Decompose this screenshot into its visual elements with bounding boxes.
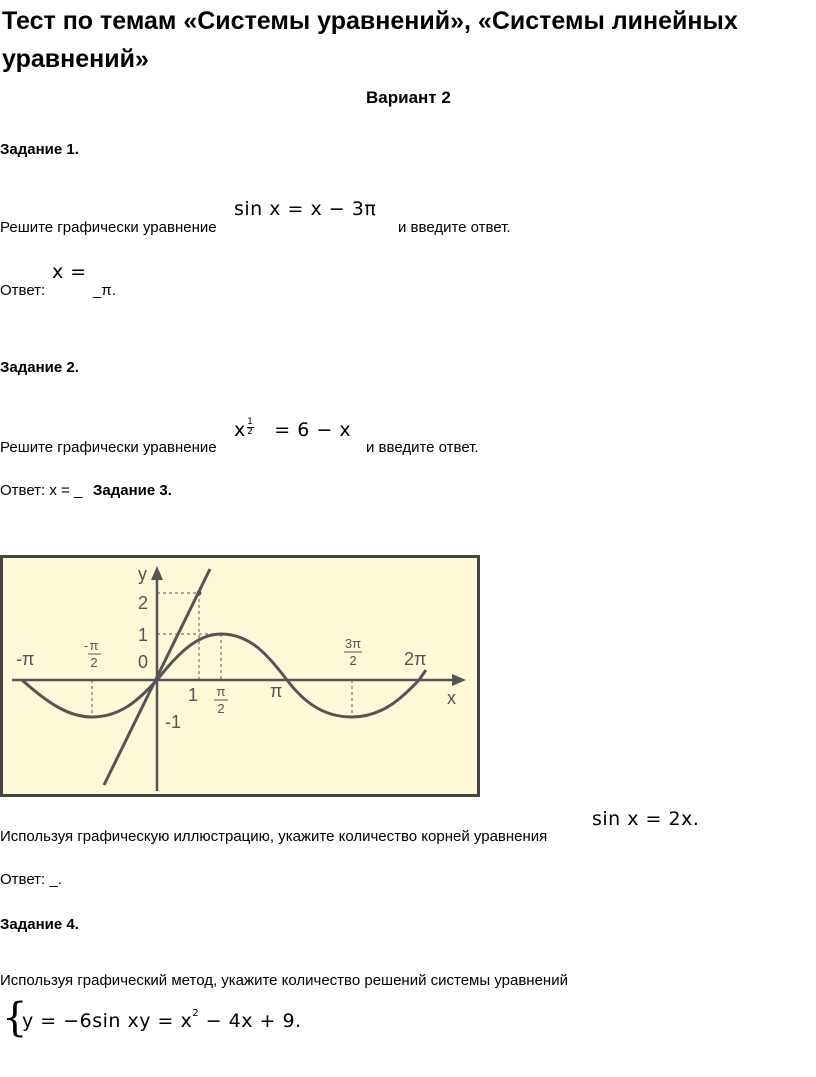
label-x-one: 1 — [188, 685, 199, 705]
task3-answer[interactable]: Ответ: _. — [0, 871, 62, 888]
label-y: y — [138, 564, 147, 584]
label-pi: π — [270, 681, 283, 701]
label-pi-over-2-num: π — [216, 684, 226, 699]
task2-equation — [234, 419, 351, 449]
label-x: x — [447, 688, 456, 708]
label-neg-pi-over-2-num: π — [89, 638, 99, 653]
task4-eq1-sup: 2 — [192, 1008, 200, 1019]
label-minus-one: -1 — [165, 712, 182, 732]
task2-eq-exp-den: 2 — [247, 427, 254, 437]
label-three-pi-over-2-den: 2 — [349, 653, 357, 668]
task1-answer-label: Ответ: — [0, 282, 46, 299]
label-pi-over-2-den: 2 — [217, 701, 225, 716]
graph-frame — [2, 557, 479, 796]
label-one: 1 — [138, 625, 149, 645]
task2-heading: Задание 2. — [0, 359, 79, 376]
task4-brace: { — [2, 995, 28, 1041]
task1-equation: sin x = x − 3π — [234, 198, 377, 220]
label-two: 2 — [138, 593, 149, 613]
label-zero: 0 — [138, 652, 149, 672]
task1-prompt: Решите графически уравнение — [0, 219, 217, 236]
label-minus-pi: -π — [16, 649, 35, 669]
task1-heading: Задание 1. — [0, 141, 79, 158]
task3-equation: sin x = 2x. — [592, 808, 700, 830]
variant-heading: Вариант 2 — [366, 88, 451, 107]
task2-eq-exp-num: 1 — [247, 417, 254, 427]
point-1-2 — [197, 591, 202, 596]
task2-eq-base: x — [234, 419, 246, 441]
label-neg-pi-over-2-den: 2 — [90, 655, 98, 670]
task2-eq-exponent — [247, 418, 254, 437]
task4-eq1-tail: − 4x + 9. — [199, 1010, 302, 1032]
task3-heading: Задание 3. — [93, 482, 172, 499]
task1-answer-blank[interactable]: _π. — [93, 282, 116, 299]
sine-graph — [0, 555, 482, 797]
label-two-pi: 2π — [404, 649, 427, 669]
label-three-pi-over-2-num: 3π — [344, 636, 362, 651]
task2-prompt: Решите графически уравнение — [0, 439, 217, 456]
task4-prompt: Используя графический метод, укажите количество решений системы уравнений — [0, 972, 568, 989]
task3-prompt: Используя графическую иллюстрацию, укажите количество корней уравнения — [0, 828, 548, 845]
task2-answer[interactable]: Ответ: x = _ — [0, 482, 83, 499]
task2-eq-rest: = 6 − x — [274, 419, 352, 441]
page-title: Тест по темам «Системы уравнений», «Системы линейных уравнений» — [2, 7, 738, 73]
task4-equation — [22, 1010, 302, 1032]
task2-suffix: и введите ответ. — [366, 439, 479, 456]
task1-answer-math: x = — [52, 261, 87, 283]
task4-eq1: y = −6sin xy = x — [22, 1010, 193, 1032]
label-neg-sign: - — [83, 638, 89, 653]
task4-heading: Задание 4. — [0, 916, 79, 933]
task1-suffix: и введите ответ. — [398, 219, 511, 236]
